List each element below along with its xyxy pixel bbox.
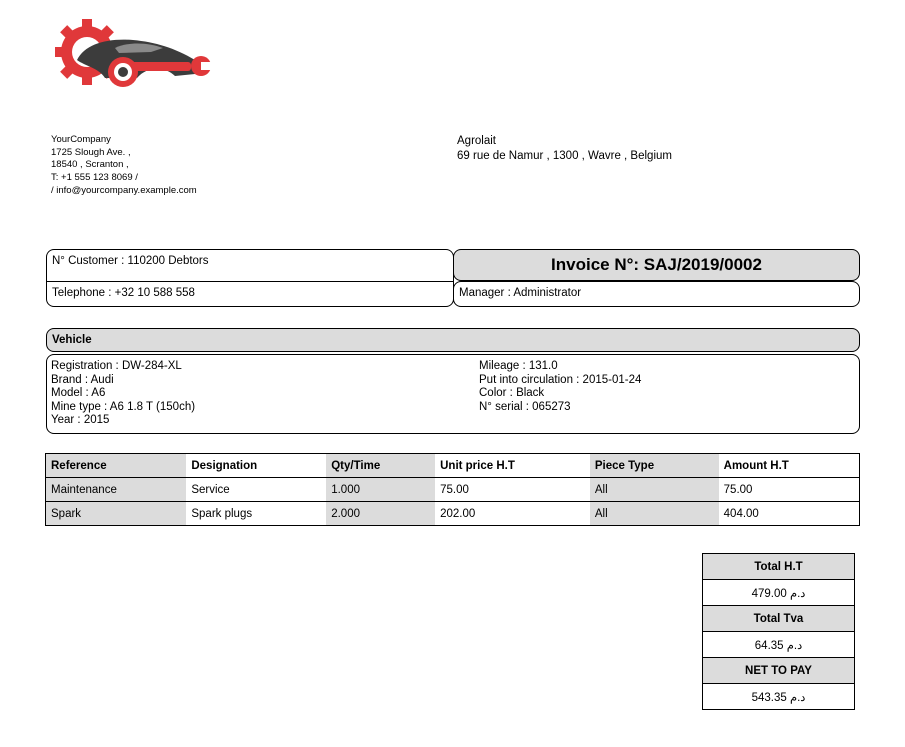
company-address [51,134,197,198]
table-row [46,478,860,502]
vehicle-mine-type: Mine type : A6 1.8 T (150ch) [51,400,196,413]
vehicle-model: Model : A6 [51,387,106,400]
table-cell: Spark [46,502,187,526]
table-cell: Maintenance [46,478,187,502]
telephone-box [46,281,454,307]
manager-box [453,281,860,307]
company-logo-icon [55,16,215,92]
table-cell: 1.000 [326,478,435,502]
table-cell: 404.00 [719,502,860,526]
manager: Manager : Administrator [459,287,582,299]
column-header: Piece Type [590,454,719,478]
vehicle-brand: Brand : Audi [51,373,114,386]
customer-number: N° Customer : 110200 Debtors [52,255,209,267]
table-cell: 75.00 [435,478,590,502]
table-cell: All [590,478,719,502]
client-address [457,134,672,163]
company-city: 18540 , Scranton , [51,159,129,171]
company-name: YourCompany [51,134,111,145]
column-header: Amount H.T [719,454,860,478]
vehicle-circulation-date: Put into circulation : 2015-01-24 [479,373,642,386]
table-header-row [46,454,860,478]
vehicle-registration: Registration : DW-284-XL [51,360,182,372]
table-row [46,502,860,526]
invoice-title: Invoice N°: SAJ/2019/0002 [551,255,762,274]
table-cell: 2.000 [326,502,435,526]
net-to-pay-label: NET TO PAY [703,658,855,684]
column-header: Unit price H.T [435,454,590,478]
column-header: Reference [46,454,187,478]
client-street: 69 rue de Namur , 1300 , Wavre , Belgium [457,149,672,162]
vehicle-color: Color : Black [479,387,545,400]
total-ht-label: Total H.T [703,554,855,580]
invoice-title-box [453,249,860,281]
table-cell: Spark plugs [186,502,326,526]
total-tva-value: 64.35 د.م [703,632,855,658]
vehicle-serial: N° serial : 065273 [479,400,571,413]
company-street: 1725 Slough Ave. , [51,146,131,158]
net-to-pay-value: 543.35 د.م [703,684,855,710]
telephone: Telephone : +32 10 588 558 [52,287,195,299]
column-header: Qty/Time [326,454,435,478]
client-name: Agrolait [457,135,496,147]
vehicle-details-box [46,354,860,434]
vehicle-header [46,328,860,352]
table-cell: 202.00 [435,502,590,526]
total-ht-value: 479.00 د.م [703,580,855,606]
total-tva-label: Total Tva [703,606,855,632]
vehicle-title: Vehicle [52,334,92,346]
vehicle-mileage: Mileage : 131.0 [479,360,558,372]
vehicle-right-column [479,360,641,414]
table-cell: Service [186,478,326,502]
totals-table [702,553,855,710]
vehicle-year: Year : 2015 [51,414,110,427]
customer-box [46,249,454,282]
vehicle-left-column [51,360,195,428]
company-phone: T: +1 555 123 8069 / [51,172,138,184]
company-email: / info@yourcompany.example.com [51,184,197,196]
column-header: Designation [186,454,326,478]
table-cell: All [590,502,719,526]
items-table [45,453,860,526]
table-cell: 75.00 [719,478,860,502]
